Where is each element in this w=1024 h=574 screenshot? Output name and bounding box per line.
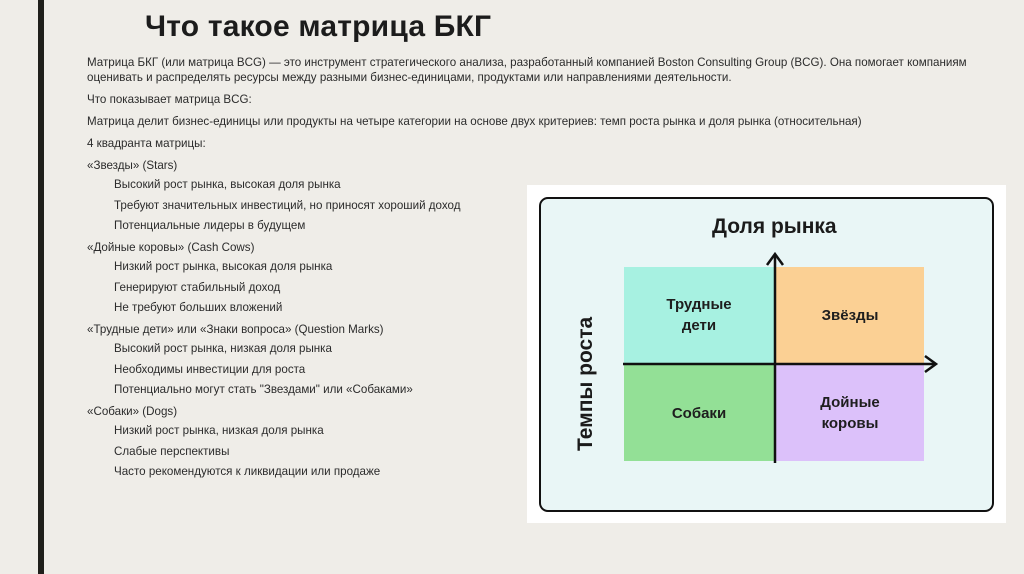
section-heading-cash-cows: «Дойные коровы» (Cash Cows) bbox=[87, 241, 255, 254]
section-heading-question-marks: «Трудные дети» или «Знаки вопроса» (Question Marks) bbox=[87, 323, 384, 336]
divides-text: Матрица делит бизнес-единицы или продукты на четыре категории на основе двух критериев: темп роста рынка и доля рынка (относительная) bbox=[87, 115, 862, 128]
list-item: Низкий рост рынка, высокая доля рынка bbox=[114, 260, 333, 273]
list-item: Высокий рост рынка, низкая доля рынка bbox=[114, 342, 332, 355]
list-item: Потенциальные лидеры в будущем bbox=[114, 219, 306, 232]
list-item: Низкий рост рынка, низкая доля рынка bbox=[114, 424, 324, 437]
list-item: Потенциально могут стать "Звездами" или «Собаками» bbox=[114, 383, 413, 396]
what-shows-text: Что показывает матрица BCG: bbox=[87, 93, 252, 106]
list-item: Генерируют стабильный доход bbox=[114, 280, 281, 294]
slide-title: Что такое матрица БКГ bbox=[145, 10, 492, 43]
quadrant-question-marks: Трудные дети bbox=[624, 267, 774, 363]
section-heading-stars: «Звезды» (Stars) bbox=[87, 159, 178, 172]
intro-paragraph: Матрица БКГ (или матрица BCG) — это инструмент стратегического анализа, разработанный компанией Boston Consulting Group (BCG). Она помогает компаниям оценивать и распределять ресурсы между разными бизнес-единицами, продуктами или направлениями деятельности. bbox=[87, 56, 967, 84]
x-axis-label: Доля рынка bbox=[712, 215, 837, 238]
quadrant-stars: Звёзды bbox=[776, 267, 924, 363]
slide-accent-bar bbox=[38, 0, 44, 574]
quadrant-cash-cows: Дойные коровы bbox=[776, 365, 924, 461]
list-item: Часто рекомендуются к ликвидации или продаже bbox=[114, 465, 381, 478]
matrix-axes bbox=[541, 199, 992, 510]
quadrants-heading: 4 квадранта матрицы: bbox=[87, 137, 206, 150]
list-item: Требуют значительных инвестиций, но приносят хороший доход bbox=[114, 198, 461, 212]
y-axis-label: Темпы роста bbox=[574, 316, 597, 451]
list-item: Высокий рост рынка, высокая доля рынка bbox=[114, 178, 341, 191]
list-item: Не требуют больших вложений bbox=[114, 301, 283, 314]
quadrant-dogs: Собаки bbox=[624, 365, 774, 461]
list-item: Слабые перспективы bbox=[114, 444, 230, 458]
bcg-matrix-frame bbox=[539, 197, 994, 512]
list-item: Необходимы инвестиции для роста bbox=[114, 362, 306, 376]
bcg-matrix-diagram bbox=[527, 185, 1006, 523]
section-heading-dogs: «Собаки» (Dogs) bbox=[87, 405, 178, 418]
